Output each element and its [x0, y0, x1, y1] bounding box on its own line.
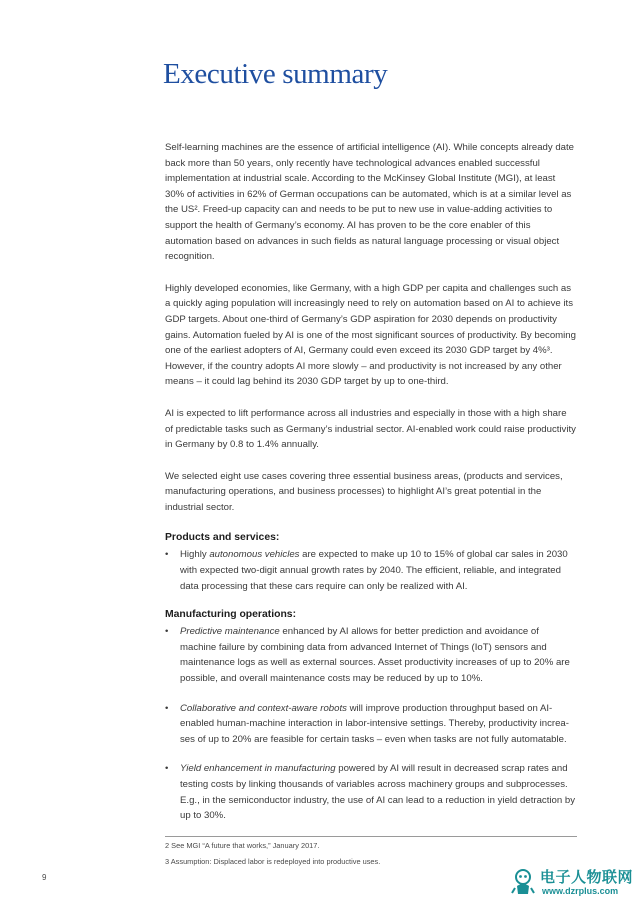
footnote-3: 3 Assumption: Displaced labor is redeployed into productive uses.: [165, 857, 381, 866]
robot-logo-icon: [510, 868, 536, 898]
page-title: Executive summary: [163, 58, 388, 90]
item-text: are expected to make up 10 to 15% of global car sales in 2030 with expected two-digit annual growth rates by 2040. The efficient, reliable, and integrated data processing that these cars require can only be realized with AI.: [180, 549, 568, 592]
list-item: [165, 547, 577, 594]
item-emphasis: autonomous vehicles: [209, 549, 300, 561]
bullet-marker: •: [165, 549, 169, 561]
watermark: [510, 866, 636, 902]
item-emphasis: Collaborative and context-aware robots: [180, 702, 347, 714]
bullet-marker: •: [165, 702, 169, 714]
bullet-marker: •: [165, 626, 169, 638]
page-number: 9: [42, 873, 47, 882]
footnote-divider: [165, 836, 577, 837]
paragraph-2: Highly developed economies, like Germany, with a high GDP per capita and challenges such as a quickly aging population will increasingly need to rely on automation based on AI to achieve its GDP targets. About one-third of Germany’s GDP aspiration for 2030 depends on productivity gains. Automation fueled by AI is one of the most significant sources of productivity. By becoming one of the earliest adopters of AI, Germany could even exceed its 2030 GDP target by 4%³. However, if the country adopts AI more slowly – and productivity is not increased by any other means – it could lag behind its 2030 GDP target by up to one-third.: [165, 282, 576, 388]
footnote-2: 2 See MGI “A future that works,” January 2017.: [165, 841, 320, 850]
item-emphasis: Predictive maintenance: [180, 626, 280, 638]
item-text: will improve production throughput based on AI-enabled human-machine interaction in labor-intensive settings. Thereby, productivity increases of up to 20% are feasible for certain tasks – even when tasks are not fully automatable.: [180, 702, 569, 745]
section-heading-products: Products and services:: [165, 532, 280, 544]
list-item: [165, 624, 577, 686]
manufacturing-list: [165, 624, 577, 824]
list-item: [165, 761, 577, 823]
section-heading-manufacturing: Manufacturing operations:: [165, 609, 297, 621]
body-content: [165, 140, 577, 838]
item-text: powered by AI will result in decreased scrap rates and testing costs by linking thousands of variables across machinery groups and subprocesses. E.g., in the semiconductor industry, the use of AI can lead to a reduction in yield detraction by up to 30%.: [180, 763, 575, 822]
watermark-text: 电子人物联网: [540, 869, 634, 886]
list-item: [165, 701, 577, 748]
item-text: enhanced by AI allows for better prediction and avoidance of machine failure by combining data from advanced Internet of Things (IoT) sensors and maintenance logs as well as external sources. Asset productivity increases of up to 20% are possible, and overall maintenance costs may be reduced by up to 10%.: [180, 626, 570, 685]
paragraph-1: Self-learning machines are the essence of artificial intelligence (AI). While concepts already date back more than 50 years, only recently have technological advances enabled successful implementation at industrial scale. According to the McKinsey Global Institute (MGI), at least 30% of activities in 62% of German occupations can be automated, which is at a similar level as the US². Freed-up capacity can and needs to be put to new use in value-adding activities to support the health of Germany’s economy. AI has proven to be the core enabler of this automation based on advances in such fields as natural language processing or visual object recognition.: [165, 142, 575, 263]
item-emphasis: Yield enhancement in manufacturing: [180, 763, 336, 775]
bullet-marker: •: [165, 763, 169, 775]
paragraph-3: AI is expected to lift performance across all industries and especially in those with a high share of predictable tasks such as Germany’s industrial sector. AI-enabled work could raise productivity in Germany by 0.8 to 1.4% annually.: [165, 407, 576, 451]
item-lead: Highly: [180, 549, 210, 561]
watermark-url: www.dzrplus.com: [542, 886, 619, 896]
paragraph-4: We selected eight use cases covering three essential business areas, (products and services, manufacturing operations, and business processes) to highlight AI’s great potential in the industrial sector.: [165, 470, 563, 513]
products-list: [165, 547, 577, 594]
